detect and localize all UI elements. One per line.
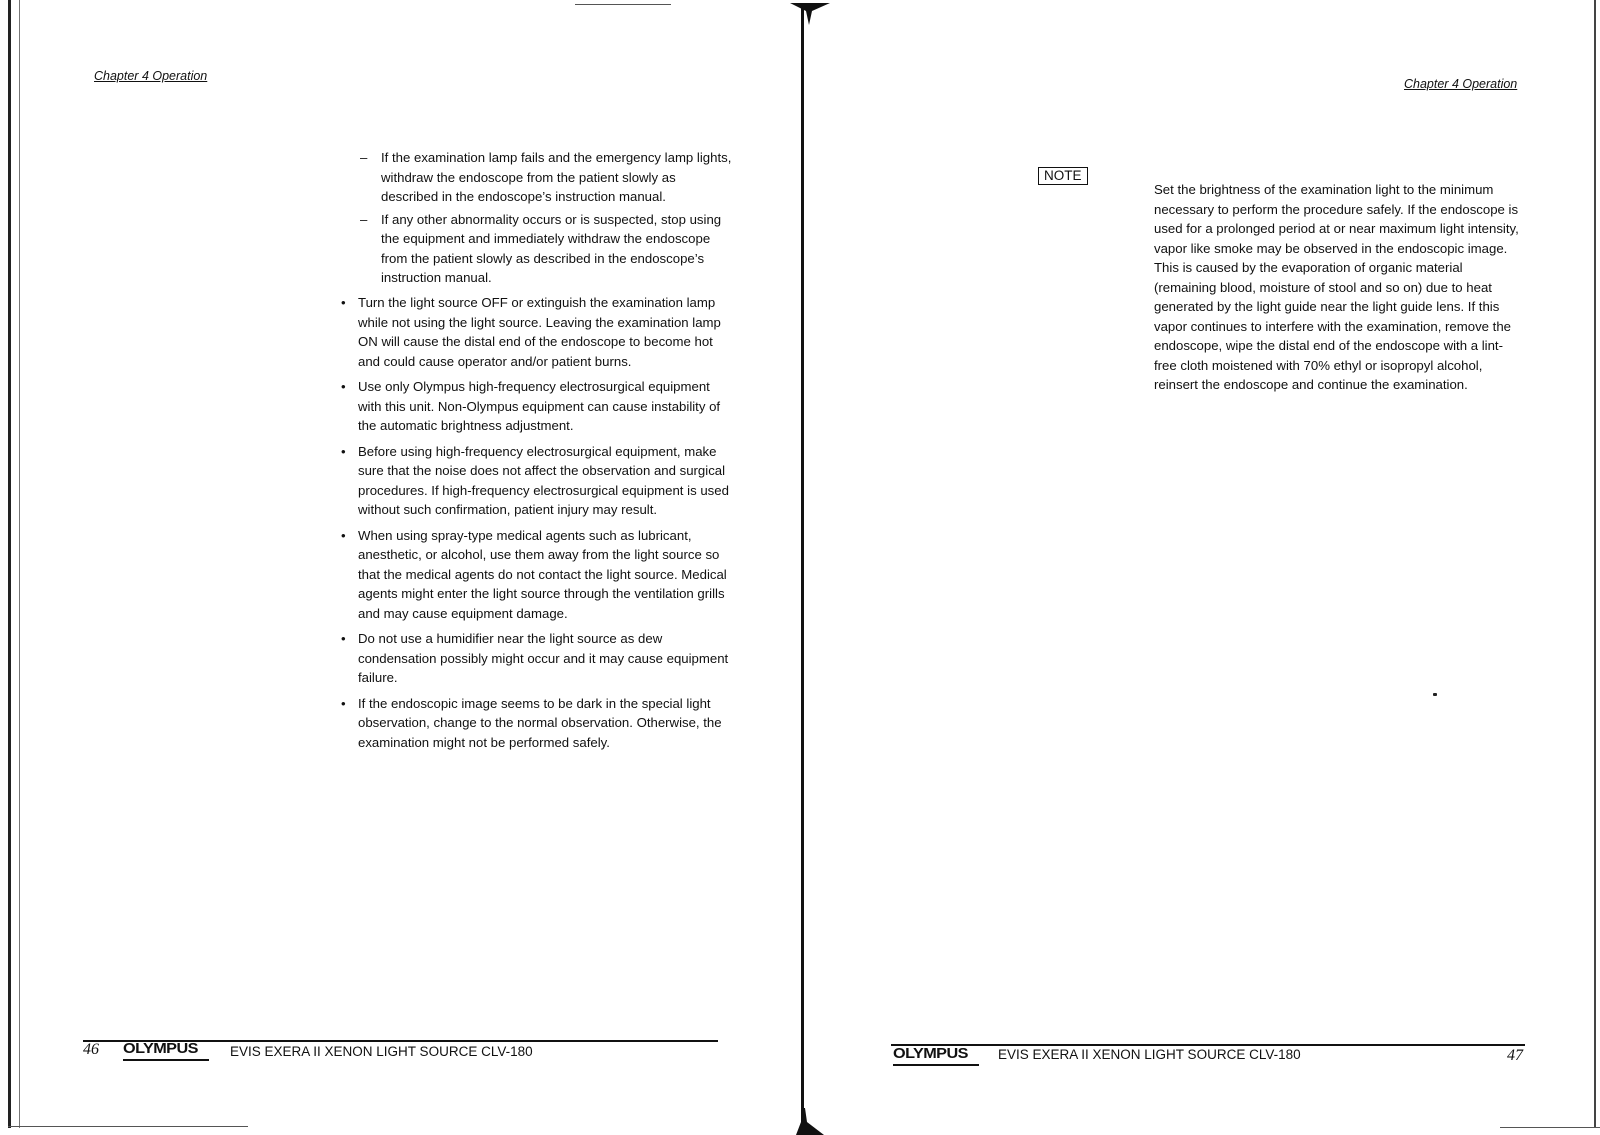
logo-underline-right <box>893 1064 979 1066</box>
bullet-marker: • <box>341 443 346 459</box>
scan-edge-right <box>1594 0 1596 1128</box>
chapter-header-left: Chapter 4 Operation <box>94 69 208 83</box>
olympus-logo-left: OLYMPUS <box>123 1041 198 1057</box>
bullet-marker: • <box>341 527 346 543</box>
olympus-logo-right: OLYMPUS <box>893 1046 968 1062</box>
bullet-list <box>337 293 729 758</box>
bullet-marker: • <box>341 295 346 310</box>
logo-underline-left <box>123 1059 209 1061</box>
right-page <box>800 0 1600 1135</box>
bullet-text: Before using high-frequency electrosurgical equipment, make sure that the noise does not affect the observation and surgical procedures. If high-frequency electrosurgical equipment is used without such confirmation, patient injury may result. <box>358 443 729 517</box>
bullet-text: Use only Olympus high-frequency electrosurgical equipment with this unit. Non-Olympus equipment can cause instability of the automatic brightness adjustment. <box>358 379 721 433</box>
bullet-text: When using spray-type medical agents such as lubricant, anesthetic, or alcohol, use them away from the light source so that the medical agents do not contact the light source. Medical agents might enter the light source through the ventilation grills and may cause equipment damage. <box>358 527 727 621</box>
bullet-item <box>337 629 729 688</box>
dash-marker: – <box>360 150 368 165</box>
bullet-text: Turn the light source OFF or extinguish the examination lamp while not using the light source. Leaving the examination lamp ON will cause the distal end of the endoscope to become hot and could cause operator and/or patient burns. <box>358 295 721 369</box>
bullet-text: Do not use a humidifier near the light source as dew condensation possibly might occur and it may cause equipment failure. <box>358 631 729 685</box>
note-label: NOTE <box>1038 167 1088 185</box>
sub-item <box>360 210 732 288</box>
scan-top-mark <box>575 4 671 5</box>
bullet-item <box>337 694 729 753</box>
scan-bottom-edge-right <box>1500 1127 1600 1128</box>
page-number-right: 47 <box>1507 1047 1523 1064</box>
bullet-item <box>337 293 729 371</box>
product-name-right: EVIS EXERA II XENON LIGHT SOURCE CLV-180 <box>998 1047 1301 1062</box>
scan-edge <box>8 0 11 1128</box>
bullet-item <box>337 526 729 624</box>
bullet-text: If the endoscopic image seems to be dark in the special light observation, change to the normal observation. Otherwise, the examination might not be performed safely. <box>358 695 722 750</box>
bullet-item <box>337 442 729 520</box>
page-number-left: 46 <box>83 1041 99 1058</box>
product-name-left: EVIS EXERA II XENON LIGHT SOURCE CLV-180 <box>230 1044 533 1059</box>
dash-marker: – <box>360 211 368 227</box>
scan-speck <box>1433 693 1437 696</box>
bullet-marker: • <box>341 631 346 646</box>
sub-item-list <box>360 148 732 291</box>
bullet-marker: • <box>341 379 346 394</box>
scan-edge-inner <box>19 0 20 1128</box>
bullet-marker: • <box>341 695 346 711</box>
scan-bottom-edge <box>8 1126 248 1127</box>
sub-item <box>360 148 732 207</box>
sub-item-text: If the examination lamp fails and the emergency lamp lights, withdraw the endoscope from the patient slowly as described in the endoscope’s instruction manual. <box>381 150 732 204</box>
chapter-header-right: Chapter 4 Operation <box>1404 77 1518 91</box>
bullet-item <box>337 377 729 436</box>
note-text: Set the brightness of the examination light to the minimum necessary to perform the procedure safely. If the endoscope is used for a prolonged period at or near maximum light intensity, vapor like smoke may be observed in the endoscopic image. This is caused by the evaporation of organic material (remaining blood, moisture of stool and so on) due to heat generated by the light guide near the light guide lens. If this vapor continues to interfere with the examination, remove the endoscope, wipe the distal end of the endoscope with a lint-free cloth moistened with 70% ethyl or isopropyl alcohol, reinsert the endoscope and continue the examination. <box>1154 182 1519 392</box>
sub-item-text: If any other abnormality occurs or is suspected, stop using the equipment and immediately withdraw the endoscope from the patient slowly as described in the endoscope’s instruction manual. <box>381 211 722 285</box>
footer-rule-right <box>891 1044 1525 1046</box>
